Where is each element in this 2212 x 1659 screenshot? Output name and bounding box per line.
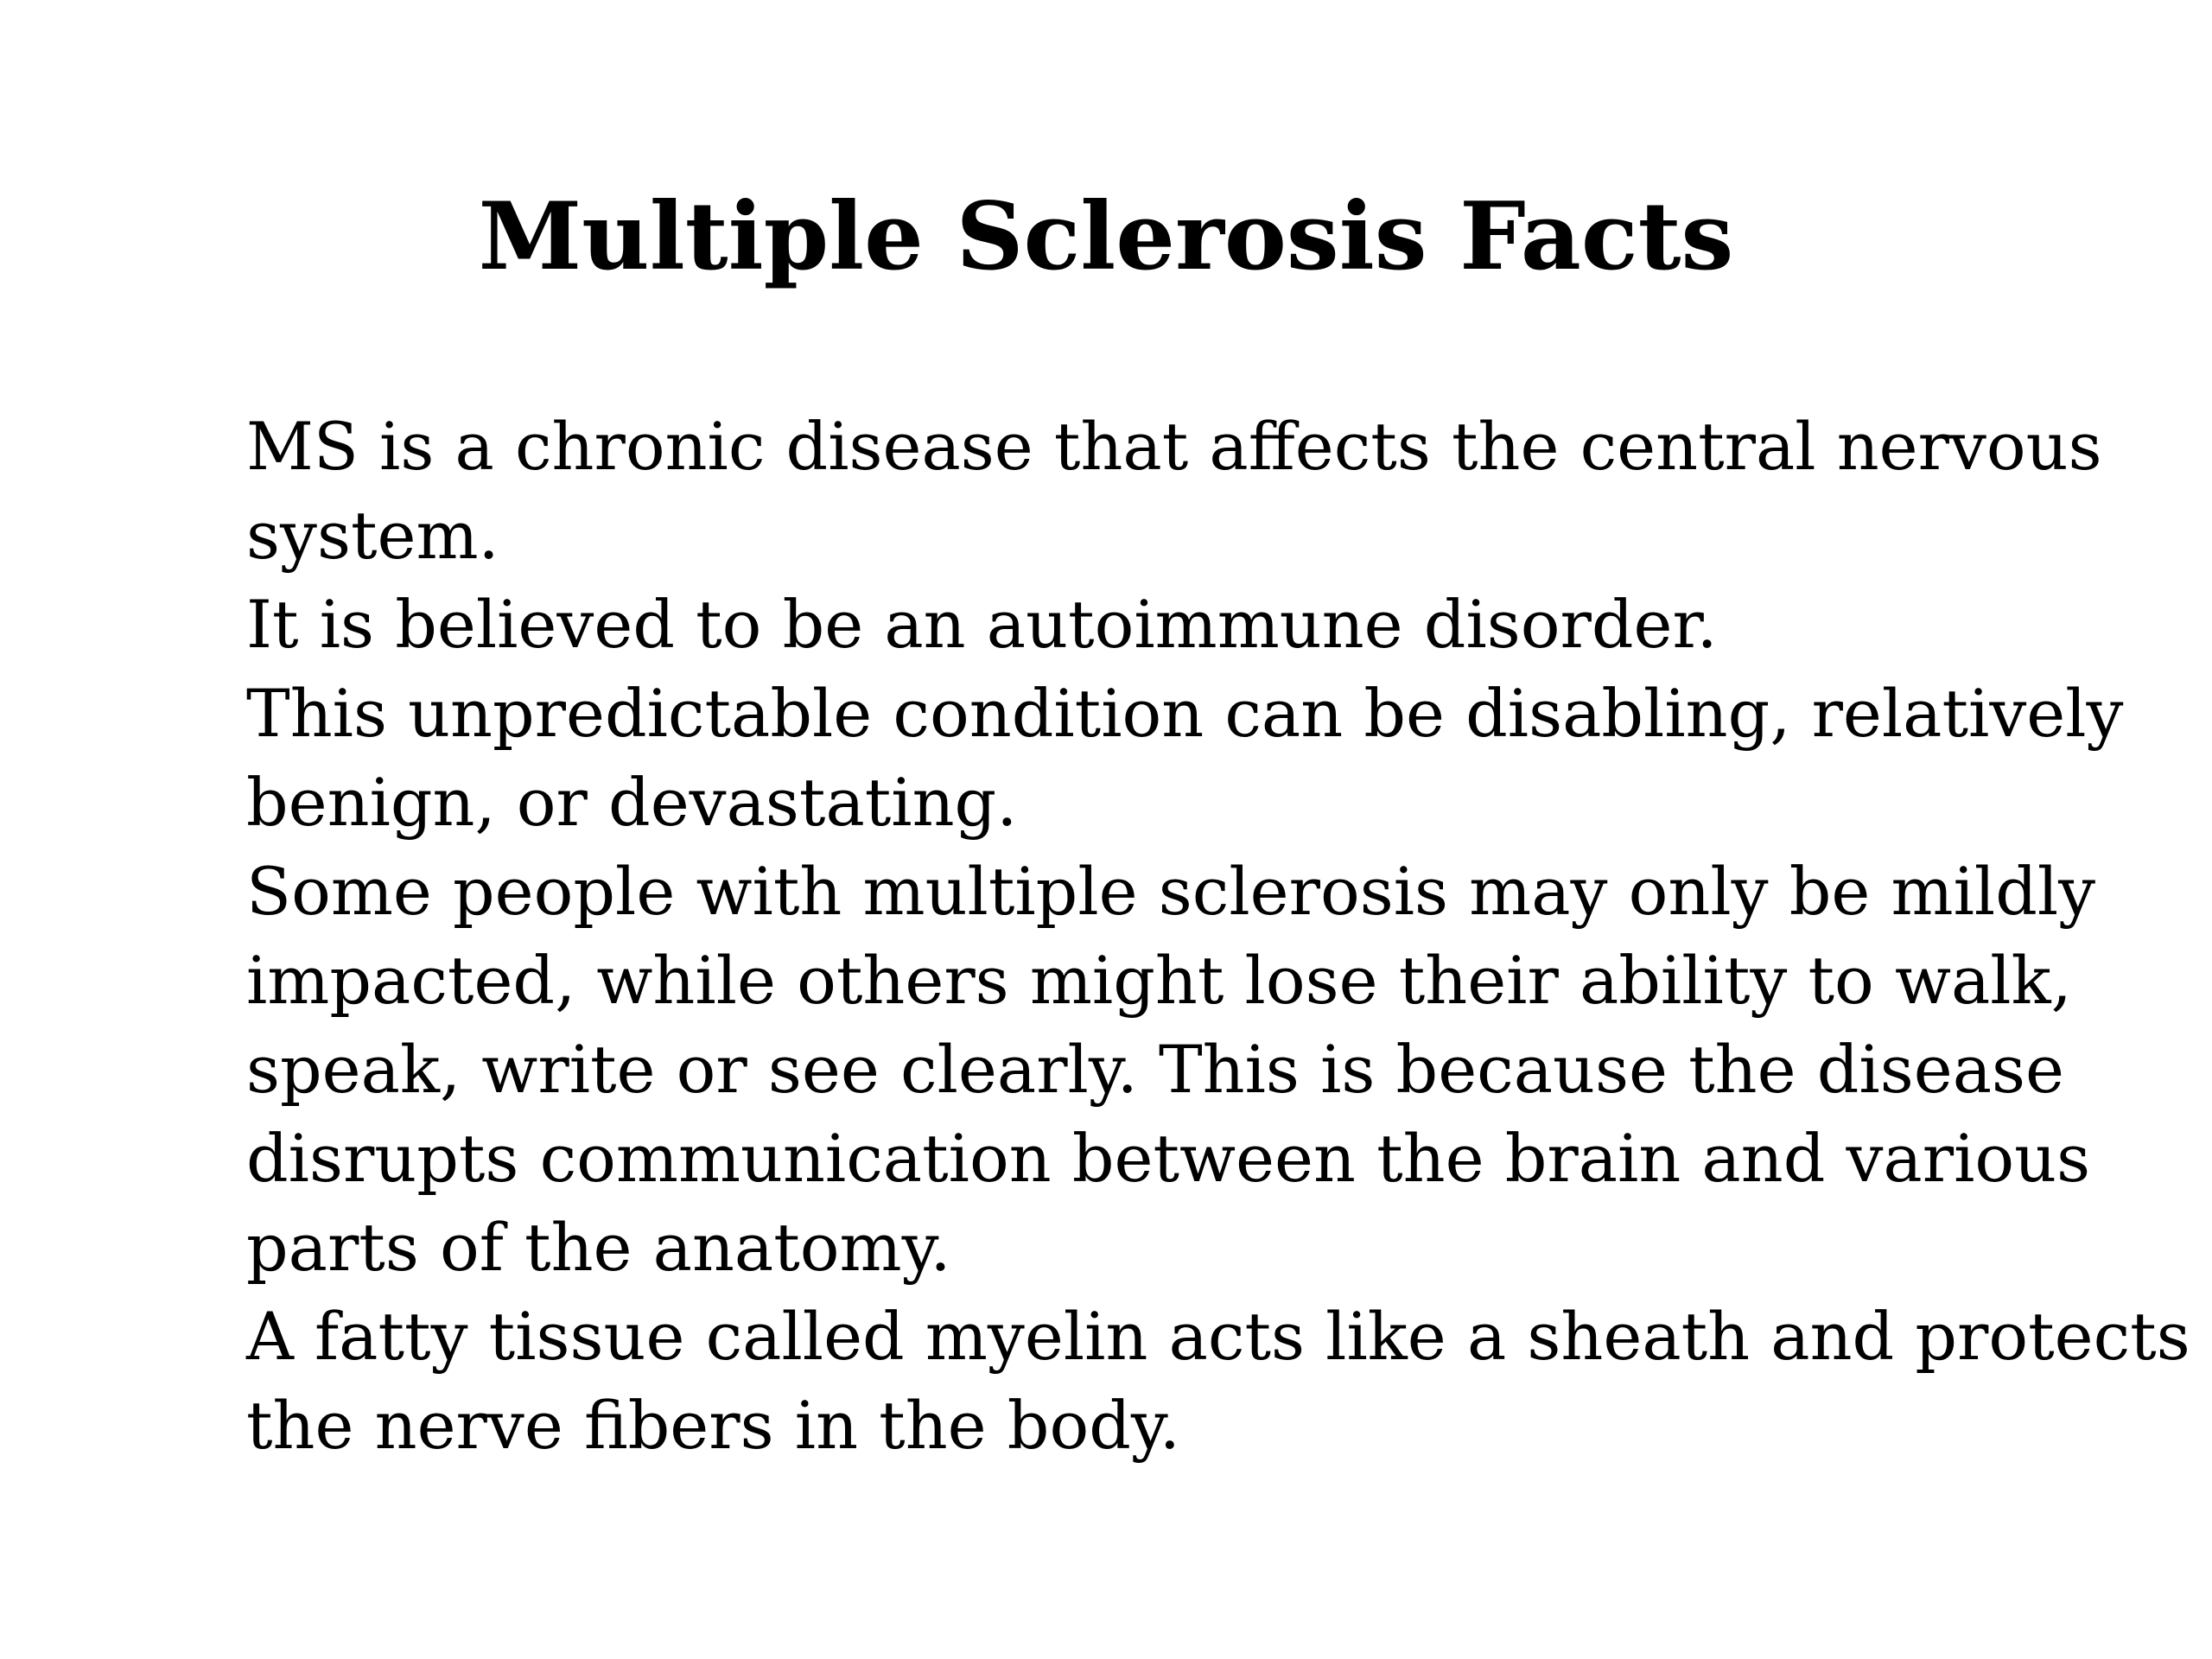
text-line: parts of the anatomy.: [246, 1209, 951, 1286]
paragraph-ms-definition: [246, 402, 2190, 580]
paragraph-unpredictable: [246, 669, 2190, 847]
text-line: disrupts communication between the brain and various: [246, 1120, 2091, 1197]
text-line: system.: [246, 497, 499, 574]
paragraph-impact: [246, 847, 2190, 1292]
paragraph-autoimmune: [246, 580, 2190, 669]
slide-title: Multiple Sclerosis Facts: [478, 182, 1734, 291]
slide-body: [246, 402, 2190, 1470]
text-line: This unpredictable condition can be disabling, relatively: [246, 675, 2124, 752]
text-line: benign, or devastating.: [246, 764, 1018, 841]
paragraph-myelin: [246, 1292, 2190, 1470]
text-line: A fatty tissue called myelin acts like a sheath and protects: [246, 1298, 2190, 1375]
text-line: impacted, while others might lose their ability to walk,: [246, 942, 2072, 1019]
text-line: Some people with multiple sclerosis may only be mildly: [246, 853, 2096, 930]
text-line: MS is a chronic disease that affects the central nervous: [246, 408, 2102, 485]
text-line: It is believed to be an autoimmune disorder.: [246, 586, 1718, 663]
text-line: speak, write or see clearly. This is because the disease: [246, 1031, 2064, 1108]
text-line: the nerve fibers in the body.: [246, 1387, 1180, 1464]
